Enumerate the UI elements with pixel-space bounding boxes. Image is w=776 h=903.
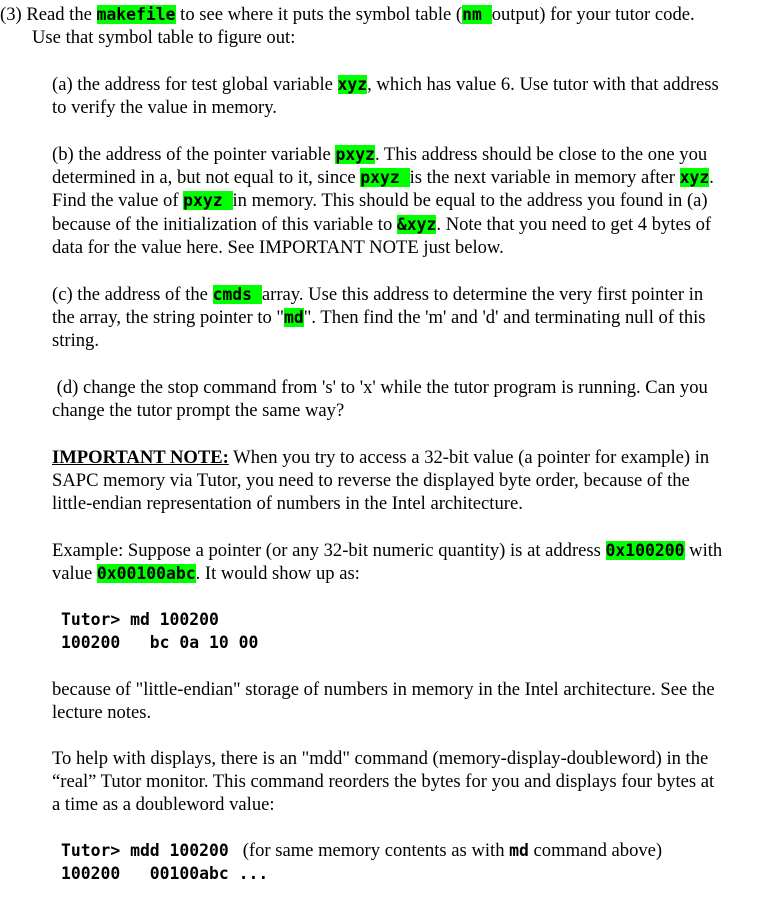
little-endian-line-2: lecture notes.: [52, 702, 152, 724]
important-note-heading: IMPORTANT NOTE:: [52, 447, 229, 468]
code-value: 0x00100abc: [96, 564, 196, 584]
text: Find the value of: [52, 190, 184, 212]
part-b-paragraph: [52, 143, 776, 259]
text: (c) the address of the: [52, 284, 213, 305]
intro-line-1: [0, 3, 724, 26]
code-pxyz: pxyz: [183, 191, 233, 211]
code-pxyz: pxyz: [335, 145, 375, 164]
code-address: 0x100200: [605, 541, 685, 560]
code-md: md: [284, 308, 304, 328]
important-note-line-1: [52, 446, 776, 469]
text: (3) Read the: [0, 4, 97, 25]
intro-line-2: Use that symbol table to figure out:: [32, 27, 296, 49]
text: in memory. This should be equal to the address you found in (a): [232, 190, 708, 212]
part-c-line-2: [52, 306, 776, 329]
little-endian-line-1: because of "little-endian" storage of numbers in memory in the Intel architecture. See the: [52, 679, 715, 700]
example-line-2: [52, 562, 776, 585]
text: . It would show up as:: [195, 563, 360, 585]
text: When you try to access a 32-bit value (a pointer for example) in: [228, 447, 710, 468]
text: command above): [528, 840, 663, 861]
mdd-line-2: “real” Tutor monitor. This command reorders the bytes for you and displays four bytes at: [52, 771, 715, 793]
mdd-line-3: a time as a doubleword value:: [52, 794, 275, 816]
text: array. Use this address to determine the very first pointer in: [261, 284, 704, 305]
code-line-md-output: 100200 bc 0a 10 00: [61, 633, 259, 653]
text: because of the initialization of this variable to: [52, 213, 397, 235]
mdd-line-1: To help with displays, there is an "mdd" command (memory-display-doubleword) in the: [52, 748, 709, 769]
code-makefile: makefile: [96, 5, 176, 24]
text: is the next variable in memory after: [409, 167, 680, 189]
part-c-line-1: [52, 283, 776, 306]
part-b-line-3: [52, 189, 776, 212]
important-note-line-3: little-endian representation of numbers in the Intel architecture.: [52, 493, 523, 515]
text: ". Then find the 'm' and 'd' and terminating null of this: [303, 307, 706, 329]
text: the array, the string pointer to ": [52, 307, 285, 329]
part-c-line-3: string.: [52, 330, 100, 352]
example-paragraph: [52, 539, 776, 585]
text: .: [709, 167, 714, 189]
part-d-paragraph: [52, 376, 776, 422]
code-line-mdd-command: [61, 839, 776, 862]
code-nm: nm: [462, 5, 492, 24]
code-cmds: cmds: [212, 285, 262, 304]
little-endian-paragraph: [52, 678, 776, 724]
code-pxyz: pxyz: [360, 168, 410, 188]
text: with: [684, 540, 723, 561]
part-b-line-1: [52, 143, 776, 166]
part-a-paragraph: [52, 73, 776, 119]
text: determined in a, but not equal to it, since: [52, 167, 361, 189]
text: output) for your tutor code.: [491, 4, 695, 25]
important-note-paragraph: [52, 446, 776, 516]
text: (b) the address of the pointer variable: [52, 144, 336, 165]
mdd-paragraph: [52, 747, 776, 817]
code-block-md: [61, 608, 776, 654]
part-b-line-2: [52, 166, 776, 189]
text: to see where it puts the symbol table (: [175, 4, 463, 25]
text: value: [52, 563, 97, 585]
text: . This address should be close to the one you: [374, 144, 708, 165]
example-line-1: [52, 539, 776, 562]
part-c-paragraph: [52, 283, 776, 353]
part-b-line-4: [52, 213, 776, 236]
part-a-line-1: [52, 73, 776, 96]
intro-paragraph: [0, 3, 724, 49]
part-a-line-2: to verify the value in memory.: [52, 97, 277, 119]
part-b-line-5: data for the value here. See IMPORTANT NOTE just below.: [52, 236, 504, 258]
text: , which has value 6. Use tutor with that address: [367, 74, 719, 95]
code-md-inline: md: [509, 841, 529, 860]
text: (a) the address for test global variable: [52, 74, 338, 95]
part-d-line-1: (d) change the stop command from 's' to 'x' while the tutor program is running. Can you: [52, 377, 708, 398]
code-line-mdd-output: 100200 00100abc ...: [61, 864, 269, 884]
code-xyz: xyz: [337, 75, 368, 94]
code-amp-xyz: &xyz: [396, 214, 437, 234]
important-note-line-2: SAPC memory via Tutor, you need to reverse the displayed byte order, because of the: [52, 470, 690, 492]
code-block-mdd: [61, 839, 776, 885]
part-d-line-2: change the tutor prompt the same way?: [52, 400, 345, 422]
text: Example: Suppose a pointer (or any 32-bit numeric quantity) is at address: [52, 540, 606, 561]
code-line-md-command: Tutor> md 100200: [61, 610, 219, 629]
text: (for same memory contents as with: [228, 840, 510, 861]
code-xyz: xyz: [679, 168, 710, 188]
text: . Note that you need to get 4 bytes of: [436, 213, 712, 235]
code-mdd-command: Tutor> mdd 100200: [61, 841, 229, 860]
